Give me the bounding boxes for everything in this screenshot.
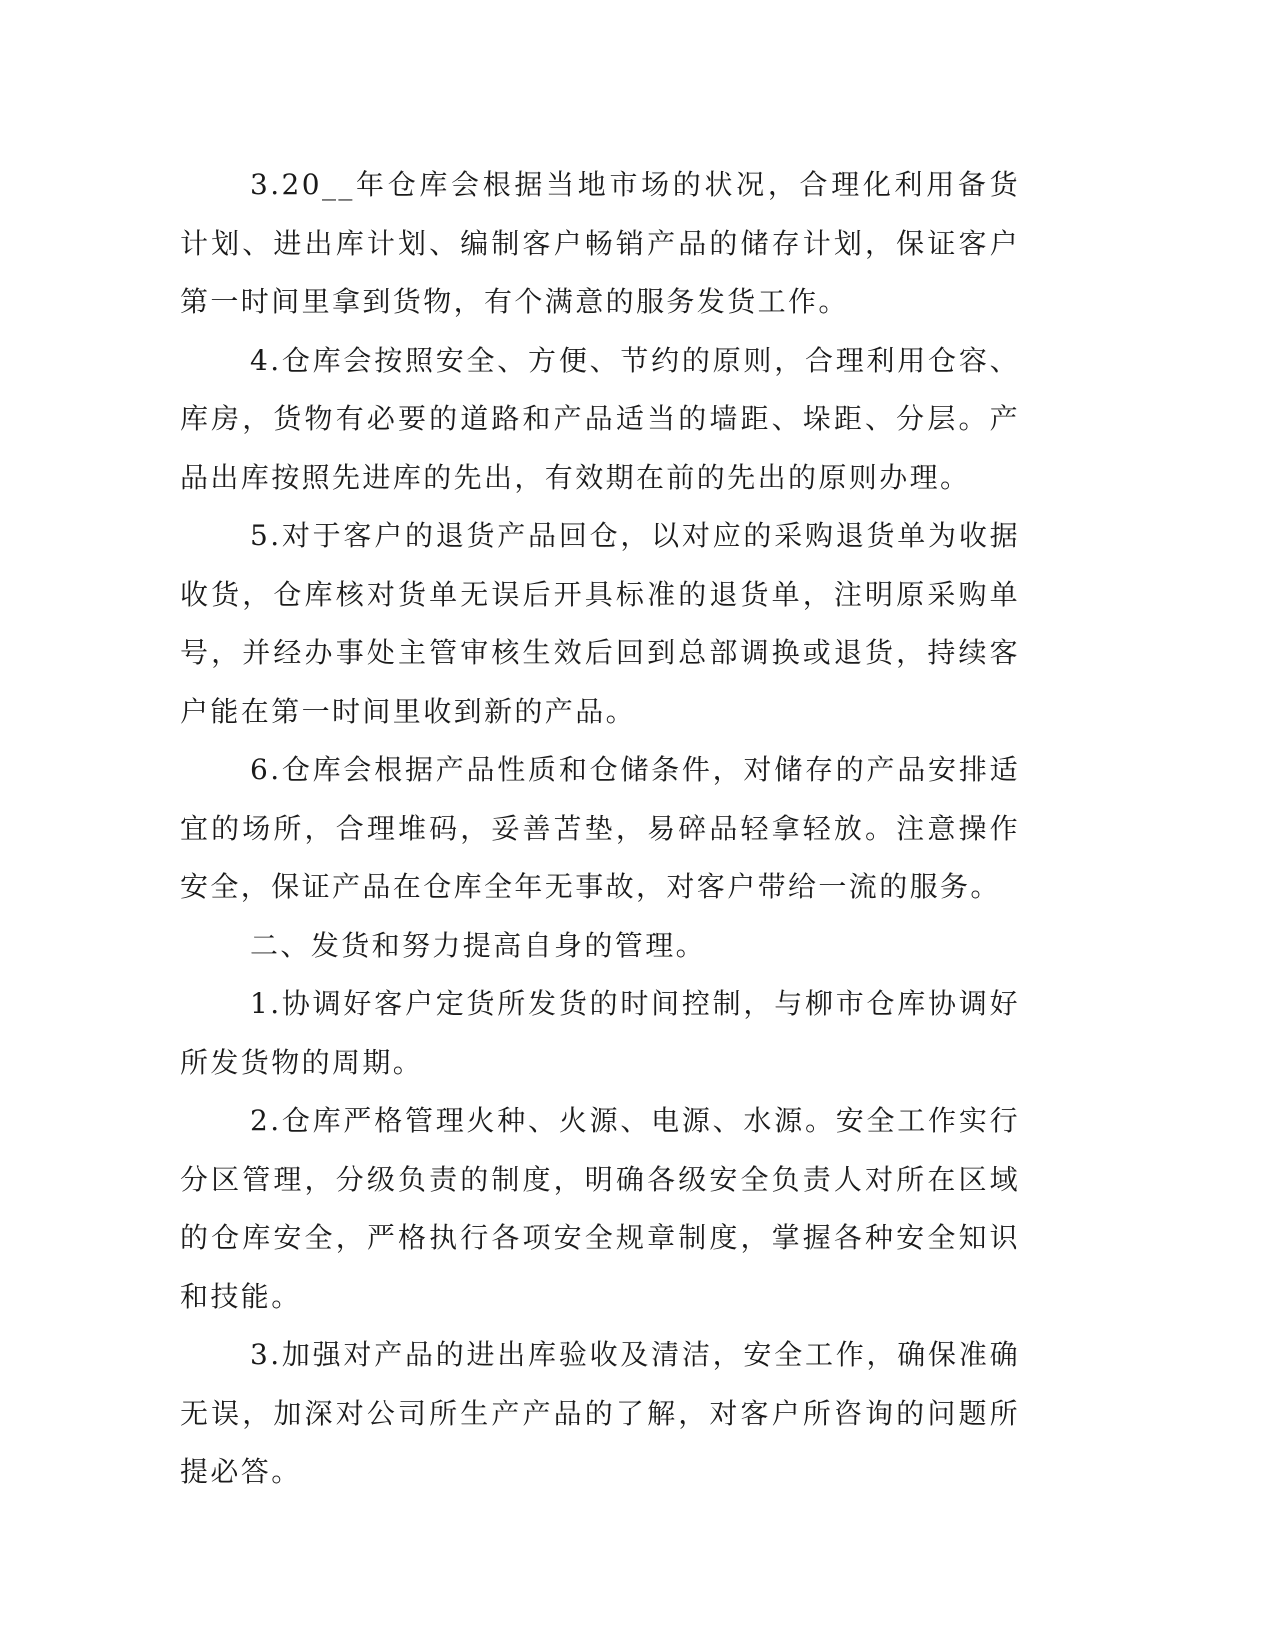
paragraph-item-3-stock-planning: 3.20__年仓库会根据当地市场的状况，合理化利用备货计划、进出库计划、编制客户畅销产品的储存计划，保证客户第一时间里拿到货物，有个满意的服务发货工作。 [180, 168, 1020, 318]
paragraph-item-4-storage-principles: 4.仓库会按照安全、方便、节约的原则，合理利用仓容、库房，货物有必要的道路和产品适当的墙距、垛距、分层。产品出库按照先进库的先出，有效期在前的先出的原则办理。 [180, 343, 1020, 494]
document-body [180, 156, 1020, 1502]
paragraph-item-2-fire-safety: 2.仓库严格管理火种、火源、电源、水源。安全工作实行分区管理，分级负责的制度，明确各级安全负责人对所在区域的仓库安全，严格执行各项安全规章制度，掌握各种安全知识和技能。 [180, 1104, 1020, 1313]
paragraph-item-5-returns: 5.对于客户的退货产品回仓，以对应的采购退货单为收据收货，仓库核对货单无误后开具标准的退货单，注明原采购单号，并经办事处主管审核生效后回到总部调换或退货，持续客户能在第一时间里收到新的产品。 [180, 519, 1020, 728]
paragraph-item-3-inspection: 3.加强对产品的进出库验收及清洁，安全工作，确保准确无误，加深对公司所生产产品的了解，对客户所咨询的问题所提必答。 [180, 1338, 1020, 1488]
paragraph-item-6-safe-storage: 6.仓库会根据产品性质和仓储条件，对储存的产品安排适宜的场所，合理堆码，妥善苫垫，易碎品轻拿轻放。注意操作安全，保证产品在仓库全年无事故，对客户带给一流的服务。 [180, 753, 1020, 903]
section-heading-shipping-management: 二、发货和努力提高自身的管理。 [250, 928, 707, 962]
paragraph-item-1-shipping-timing: 1.协调好客户定货所发货的时间控制，与柳市仓库协调好所发货物的周期。 [180, 987, 1020, 1079]
